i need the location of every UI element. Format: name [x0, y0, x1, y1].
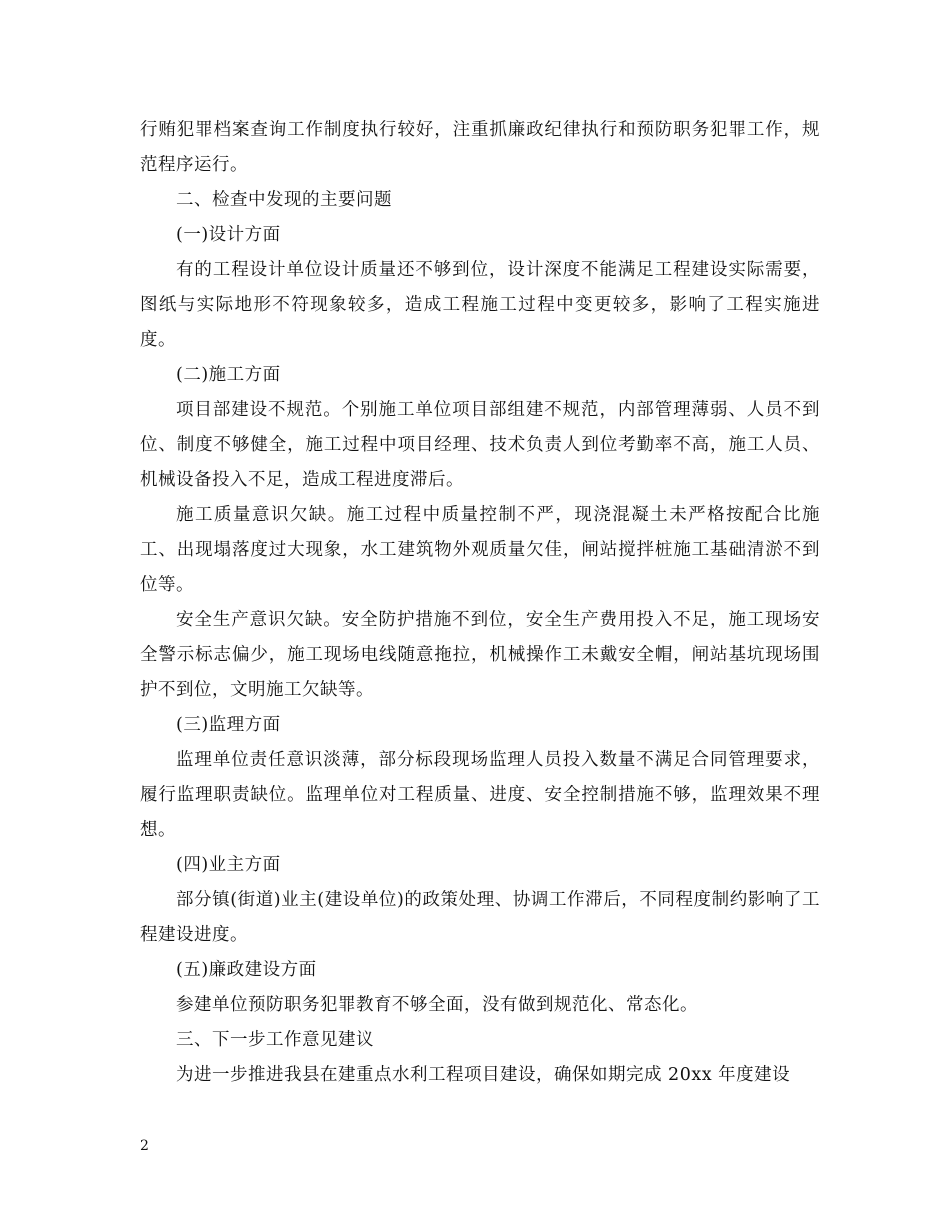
- subheading-integrity: (五)廉政建设方面: [176, 960, 317, 980]
- subheading-construction: (二)施工方面: [176, 365, 281, 385]
- subheading-design: (一)设计方面: [176, 225, 281, 245]
- section-heading-next-steps: 三、下一步工作意见建议: [176, 1030, 374, 1050]
- paragraph-continuation: 行贿犯罪档案查询工作制度执行较好，注重抓廉政纪律执行和预防职务犯罪工作，规范程序运行。: [140, 120, 820, 175]
- paragraph-safety-awareness: 安全生产意识欠缺。安全防护措施不到位，安全生产费用投入不足，施工现场安全警示标志偏少，施工现场电线随意拖拉，机械操作工未戴安全帽，闸站基坑现场围护不到位，文明施工欠缺等。: [140, 610, 820, 700]
- paragraph-supervision: 监理单位责任意识淡薄，部分标段现场监理人员投入数量不满足合同管理要求，履行监理职责缺位。监理单位对工程质量、进度、安全控制措施不够，监理效果不理想。: [140, 750, 820, 840]
- paragraph-owner: 部分镇(街道)业主(建设单位)的政策处理、协调工作滞后，不同程度制约影响了工程建设进度。: [140, 890, 820, 945]
- section-heading-problems: 二、检查中发现的主要问题: [176, 190, 392, 210]
- subheading-supervision: (三)监理方面: [176, 715, 281, 735]
- paragraph-design: 有的工程设计单位设计质量还不够到位，设计深度不能满足工程建设实际需要，图纸与实际地形不符现象较多，造成工程施工过程中变更较多，影响了工程实施进度。: [140, 260, 820, 350]
- paragraph-next-steps: 为进一步推进我县在建重点水利工程项目建设，确保如期完成 20xx 年度建设: [176, 1065, 791, 1085]
- paragraph-integrity: 参建单位预防职务犯罪教育不够全面，没有做到规范化、常态化。: [176, 995, 698, 1015]
- paragraph-quality-awareness: 施工质量意识欠缺。施工过程中质量控制不严，现浇混凝土未严格按配合比施工、出现塌落度过大现象，水工建筑物外观质量欠佳，闸站搅拌桩施工基础清淤不到位等。: [140, 505, 820, 595]
- subheading-owner: (四)业主方面: [176, 855, 281, 875]
- paragraph-project-department: 项目部建设不规范。个别施工单位项目部组建不规范，内部管理薄弱、人员不到位、制度不够健全，施工过程中项目经理、技术负责人到位考勤率不高，施工人员、机械设备投入不足，造成工程进度滞后。: [140, 400, 820, 490]
- page-number: 2: [140, 1138, 149, 1154]
- document-body: [140, 113, 820, 1093]
